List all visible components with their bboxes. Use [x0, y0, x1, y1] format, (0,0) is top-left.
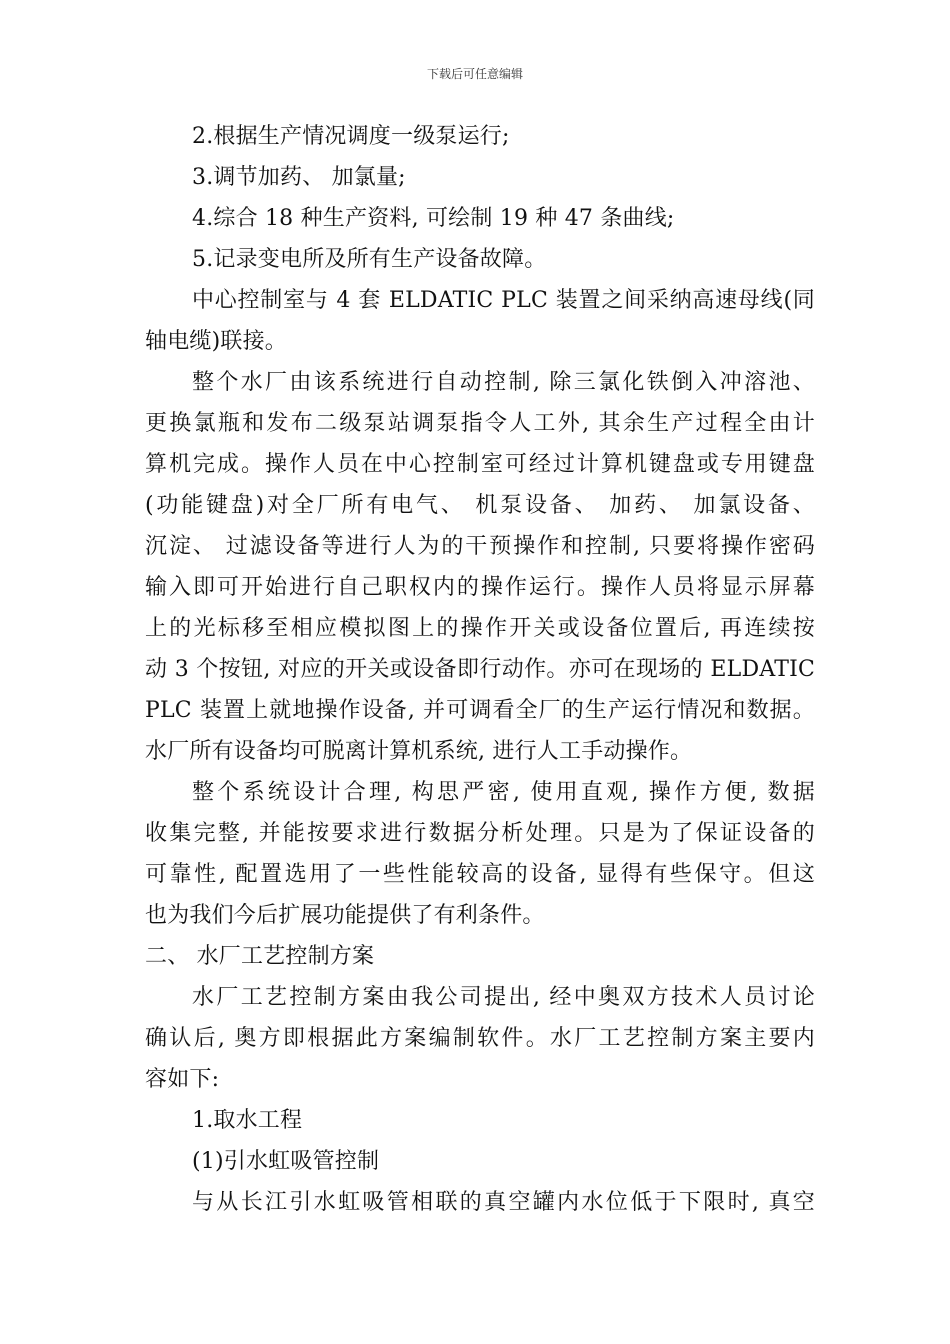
paragraph-line: 可靠性, 配置选用了一些性能较高的设备, 显得有些保守。但这 [145, 862, 815, 887]
paragraph-line: 沉淀、 过滤设备等进行人为的干预操作和控制, 只要将操作密码 [145, 534, 815, 559]
paragraph-line: (功能键盘)对全厂所有电气、 机泵设备、 加药、 加氯设备、 [145, 493, 815, 518]
list-item-4: 4.综合 18 种生产资料, 可绘制 19 种 47 条曲线; [192, 206, 675, 231]
list-item-3: 3.调节加药、 加氯量; [192, 165, 406, 190]
paragraph-line: 收集完整, 并能按要求进行数据分析处理。只是为了保证设备的 [145, 821, 815, 846]
header-note: 下载后可任意编辑 [426, 67, 523, 81]
subsection-heading: 1.取水工程 [192, 1108, 303, 1133]
paragraph-line: 水厂工艺控制方案由我公司提出, 经中奥双方技术人员讨论 [192, 985, 815, 1010]
paragraph-line: 整个系统设计合理, 构思严密, 使用直观, 操作方便, 数据 [192, 780, 815, 805]
paragraph-line: 确认后, 奥方即根据此方案编制软件。水厂工艺控制方案主要内 [145, 1026, 815, 1051]
paragraph-line: 与从长江引水虹吸管相联的真空罐内水位低于下限时, 真空 [192, 1190, 815, 1215]
paragraph-line: 输入即可开始进行自己职权内的操作运行。操作人员将显示屏幕 [145, 575, 815, 600]
paragraph-line: 上的光标移至相应模拟图上的操作开关或设备位置后, 再连续按 [145, 616, 815, 641]
paragraph-line: 更换氯瓶和发布二级泵站调泵指令人工外, 其余生产过程全由计 [145, 411, 815, 436]
list-item-2: 2.根据生产情况调度一级泵运行; [192, 124, 510, 149]
section-heading: 二、 水厂工艺控制方案 [145, 944, 375, 969]
paragraph-line: 容如下: [145, 1067, 220, 1092]
paragraph-line: 水厂所有设备均可脱离计算机系统, 进行人工手动操作。 [145, 739, 693, 764]
paragraph-line: 整个水厂由该系统进行自动控制, 除三氯化铁倒入冲溶池、 [192, 370, 815, 395]
list-item-5: 5.记录变电所及所有生产设备故障。 [192, 247, 547, 272]
paragraph-line: 中心控制室与 4 套 ELDATIC PLC 装置之间采纳高速母线(同 [192, 288, 815, 313]
paragraph-line: 算机完成。操作人员在中心控制室可经过计算机键盘或专用键盘 [145, 452, 815, 477]
document-body [145, 116, 815, 1223]
paragraph-line: 轴电缆)联接。 [145, 329, 287, 354]
paragraph-line: 动 3 个按钮, 对应的开关或设备即行动作。亦可在现场的 ELDATIC [145, 657, 815, 682]
paragraph-line: 也为我们今后扩展功能提供了有利条件。 [145, 903, 545, 928]
paragraph-line: PLC 装置上就地操作设备, 并可调看全厂的生产运行情况和数据。 [145, 698, 815, 723]
subsection-item: (1)引水虹吸管控制 [192, 1149, 380, 1174]
